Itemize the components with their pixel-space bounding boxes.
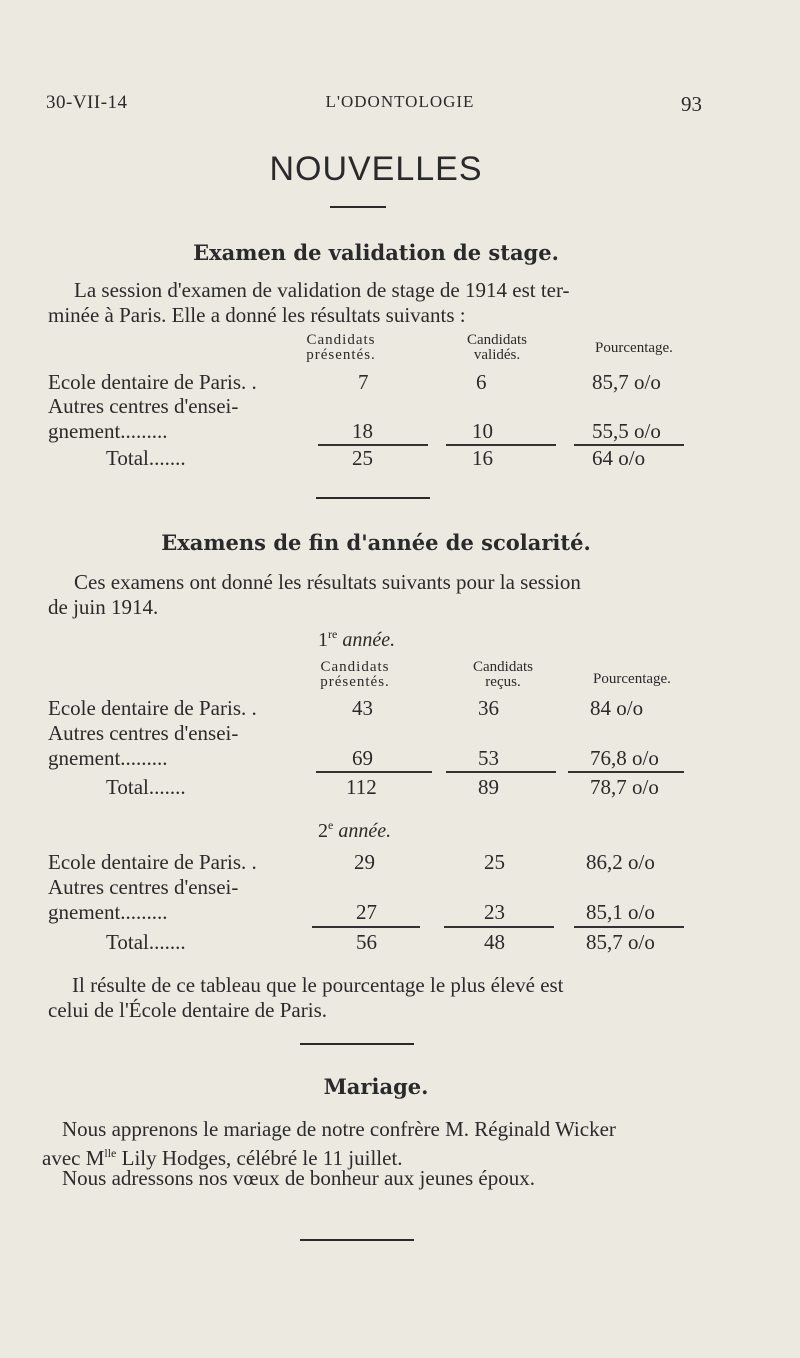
page-number: 93	[681, 92, 702, 116]
paragraph-line: La session d'examen de validation de stage de 1914 est ter-	[74, 278, 570, 302]
table-cell: 48	[484, 930, 505, 954]
paragraph-line: Il résulte de ce tableau que le pourcentage le plus élevé est	[72, 973, 564, 997]
divider	[316, 497, 430, 499]
divider	[330, 206, 386, 208]
table-cell: 6	[476, 370, 487, 394]
section-heading-scolarite: Examens de fin d'année de scolarité.	[161, 530, 591, 555]
sum-rule	[316, 771, 432, 773]
section-heading-mariage: Mariage.	[323, 1074, 429, 1099]
paragraph-line: celui de l'École dentaire de Paris.	[48, 998, 327, 1022]
row-label: Total.......	[106, 446, 186, 470]
year-heading: 1re année.	[318, 627, 396, 651]
sum-rule	[312, 926, 420, 928]
paragraph-line: Nous apprenons le mariage de notre confrère M. Réginald Wicker	[62, 1117, 616, 1141]
paragraph-line: avec $M^{lle}$ Lily Hodges, célébré le 11 juillet.	[42, 1146, 403, 1170]
table-cell: 25	[484, 850, 505, 874]
table-cell: 86,2 o/o	[586, 850, 655, 874]
sum-rule	[446, 444, 556, 446]
table-cell: 16	[472, 446, 493, 470]
table-cell: 36	[478, 696, 499, 720]
paragraph-line: minée à Paris. Elle a donné les résultats suivants :	[48, 303, 466, 327]
sum-rule	[574, 926, 684, 928]
row-label: Autres centres d'ensei-	[48, 394, 239, 418]
row-label: gnement.........	[48, 746, 168, 770]
divider	[300, 1239, 414, 1241]
header-date: 30-VII-14	[46, 92, 128, 113]
table-cell: 55,5 o/o	[592, 419, 661, 443]
row-label: Autres centres d'ensei-	[48, 721, 239, 745]
column-header: Pourcentage.	[595, 340, 673, 356]
section-heading-validation: Examen de validation de stage.	[193, 240, 559, 265]
divider	[300, 1043, 414, 1045]
table-cell: 84 o/o	[590, 696, 644, 720]
table-cell: 89	[478, 775, 499, 799]
header-journal: L'ODONTOLOGIE	[325, 92, 475, 111]
table-cell: 10	[472, 419, 493, 443]
table-cell: 85,1 o/o	[586, 900, 655, 924]
row-label: gnement.........	[48, 419, 168, 443]
sum-rule	[446, 771, 556, 773]
row-label: Total.......	[106, 775, 186, 799]
year-heading: 2e année.	[318, 818, 392, 842]
table-cell: 7	[358, 370, 369, 394]
paragraph-line: de juin 1914.	[48, 595, 159, 619]
table-cell: 43	[352, 696, 373, 720]
table-cell: 25	[352, 446, 373, 470]
table-cell: 76,8 o/o	[590, 746, 659, 770]
column-header: Candidats validés.	[467, 332, 527, 363]
row-label: Ecole dentaire de Paris. .	[48, 850, 257, 874]
table-cell: 78,7 o/o	[590, 775, 659, 799]
row-label: Total.......	[106, 930, 186, 954]
table-cell: 85,7 o/o	[586, 930, 655, 954]
row-label: Autres centres d'ensei-	[48, 875, 239, 899]
column-header: Pourcentage.	[593, 671, 671, 687]
column-header: Candidats présentés.	[306, 332, 376, 363]
paragraph-line: Nous adressons nos vœux de bonheur aux jeunes époux.	[62, 1166, 536, 1190]
table-cell: 27	[356, 900, 377, 924]
table-cell: 29	[354, 850, 375, 874]
table-cell: 18	[352, 419, 373, 443]
table-cell: 56	[356, 930, 377, 954]
column-header: Candidats reçus.	[473, 659, 533, 690]
table-cell: 112	[346, 775, 377, 799]
paragraph-line: Ces examens ont donné les résultats suivants pour la session	[74, 570, 581, 594]
table-cell: 53	[478, 746, 499, 770]
table-cell: 23	[484, 900, 505, 924]
row-label: Ecole dentaire de Paris. .	[48, 370, 257, 394]
page-title: NOUVELLES	[269, 150, 483, 188]
column-header: Candidats présentés.	[320, 659, 390, 690]
row-label: gnement.........	[48, 900, 168, 924]
table-cell: 85,7 o/o	[592, 370, 661, 394]
sum-rule	[444, 926, 554, 928]
table-cell: 69	[352, 746, 373, 770]
table-cell: 64 o/o	[592, 446, 646, 470]
row-label: Ecole dentaire de Paris. .	[48, 696, 257, 720]
sum-rule	[568, 771, 684, 773]
sum-rule	[318, 444, 428, 446]
